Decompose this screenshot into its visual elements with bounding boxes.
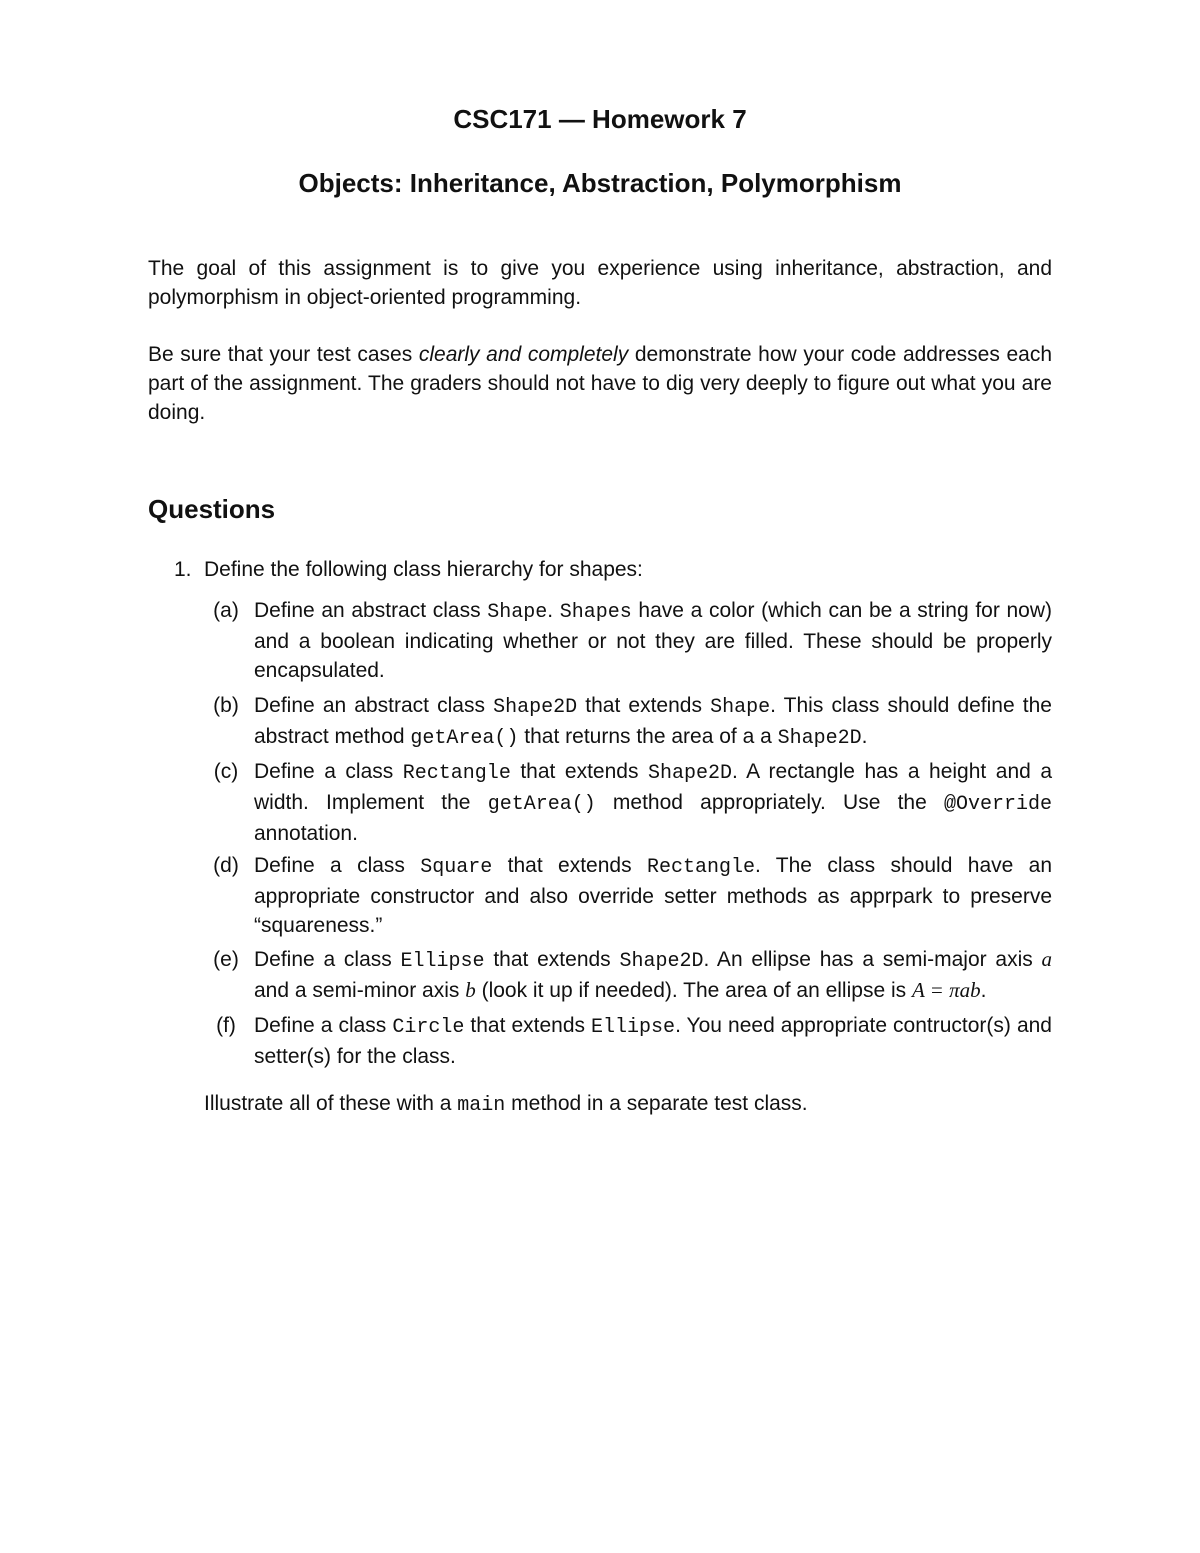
code-token: Shape2D — [493, 696, 578, 719]
sub-question-e — [200, 945, 1052, 1005]
question-text: Define the following class hierarchy for shapes: — [204, 558, 643, 581]
code-token: Rectangle — [402, 762, 511, 785]
text-run: Illustrate all of these with a — [204, 1092, 458, 1115]
sub-question-label: (a) — [213, 599, 239, 622]
text-run: method in a separate test class. — [505, 1092, 808, 1115]
text-run: Define an abstract class — [254, 599, 488, 622]
sub-question-body — [254, 945, 1052, 1005]
text-run: and a semi-minor axis — [254, 979, 466, 1002]
code-token: Rectangle — [646, 856, 755, 879]
text-run: Define a class — [254, 854, 421, 877]
goal-paragraph: The goal of this assignment is to give you experience using inheritance, abstraction, and polymorphism in object-oriented programming. — [148, 257, 1052, 309]
text-run: (look it up if needed). The area of an ellipse is — [475, 979, 912, 1002]
code-token: Circle — [392, 1016, 465, 1039]
math-symbol: b — [465, 978, 476, 1002]
code-token: Shapes — [559, 601, 632, 624]
sub-question-body — [254, 757, 1052, 848]
questions-heading: Questions — [148, 494, 276, 524]
text-run: that returns the area of a a — [518, 725, 778, 748]
sub-question-label: (c) — [213, 760, 239, 783]
code-token: Ellipse — [591, 1016, 676, 1039]
text-run: . — [547, 599, 560, 622]
sub-question-body — [254, 691, 1052, 753]
code-token: getArea() — [487, 793, 596, 816]
sub-question-b — [200, 691, 1052, 753]
sub-question-body — [254, 1011, 1052, 1071]
code-token: Shape2D — [647, 762, 732, 785]
text-run: . — [980, 979, 987, 1002]
text-run: . You need appropriate contructor(s) and setter(s) for the class. — [254, 1014, 1052, 1068]
text-run: that extends — [492, 854, 647, 877]
text-run: . The class should have an appropriate constructor and also override setter methods as apprpark to preserve “squareness.” — [254, 854, 1053, 937]
sub-question-body — [254, 596, 1052, 685]
text-run: Define a class — [254, 948, 401, 971]
sub-question-f — [200, 1011, 1052, 1071]
text-run: that extends — [464, 1014, 592, 1037]
question-number: 1. — [174, 558, 192, 581]
sub-question-c — [200, 757, 1052, 848]
sub-question-a — [200, 596, 1052, 685]
sub-question-label: (e) — [213, 948, 239, 971]
text-run: . A rectangle has a height and a width. Implement the — [254, 760, 1052, 814]
test-cases-text-2: demonstrate how your code addresses each part of the assignment. The graders should not have to dig very deeply to figure out what you are doing. — [148, 343, 1053, 424]
document-subtitle: Objects: Inheritance, Abstraction, Polymorphism — [298, 168, 902, 198]
test-cases-paragraph — [148, 340, 1052, 427]
text-run: . — [861, 725, 868, 748]
code-token: Square — [420, 856, 493, 879]
text-run: that extends — [510, 760, 648, 783]
code-token: Shape2D — [777, 727, 862, 750]
question-1 — [174, 555, 643, 584]
text-run: that extends — [484, 948, 620, 971]
emphasis-text: clearly and completely — [418, 343, 629, 366]
document-title: CSC171 — Homework 7 — [453, 104, 747, 134]
sub-question-label: (f) — [216, 1014, 236, 1037]
text-run: Define a class — [254, 760, 403, 783]
text-run: . This class should define the abstract method — [254, 694, 1052, 748]
code-token: getArea() — [410, 727, 519, 750]
math-symbol: a — [1041, 947, 1052, 971]
sub-question-label: (d) — [213, 854, 239, 877]
sub-question-label: (b) — [213, 694, 239, 717]
math-formula: A = πab — [911, 978, 981, 1002]
code-token: Ellipse — [400, 950, 485, 973]
code-token: Shape2D — [619, 950, 704, 973]
sub-question-body — [254, 851, 1052, 940]
code-token: Shape — [487, 601, 548, 624]
text-run: Define a class — [254, 1014, 393, 1037]
text-run: annotation. — [254, 822, 358, 845]
sub-question-d — [200, 851, 1052, 940]
illustrate-paragraph — [204, 1089, 808, 1120]
code-token: Shape — [710, 696, 771, 719]
test-cases-text-1: Be sure that your test cases — [148, 343, 419, 366]
text-run: method appropriately. Use the — [595, 791, 944, 814]
text-run: Define an abstract class — [254, 694, 494, 717]
text-run: that extends — [577, 694, 711, 717]
text-run: . An ellipse has a semi-major axis — [703, 948, 1042, 971]
text-run: have a color (which can be a string for now) and a boolean indicating whether or not they are filled. These should be properly encapsulated. — [254, 599, 1052, 682]
code-token: main — [457, 1094, 506, 1117]
code-token: @Override — [943, 793, 1053, 816]
